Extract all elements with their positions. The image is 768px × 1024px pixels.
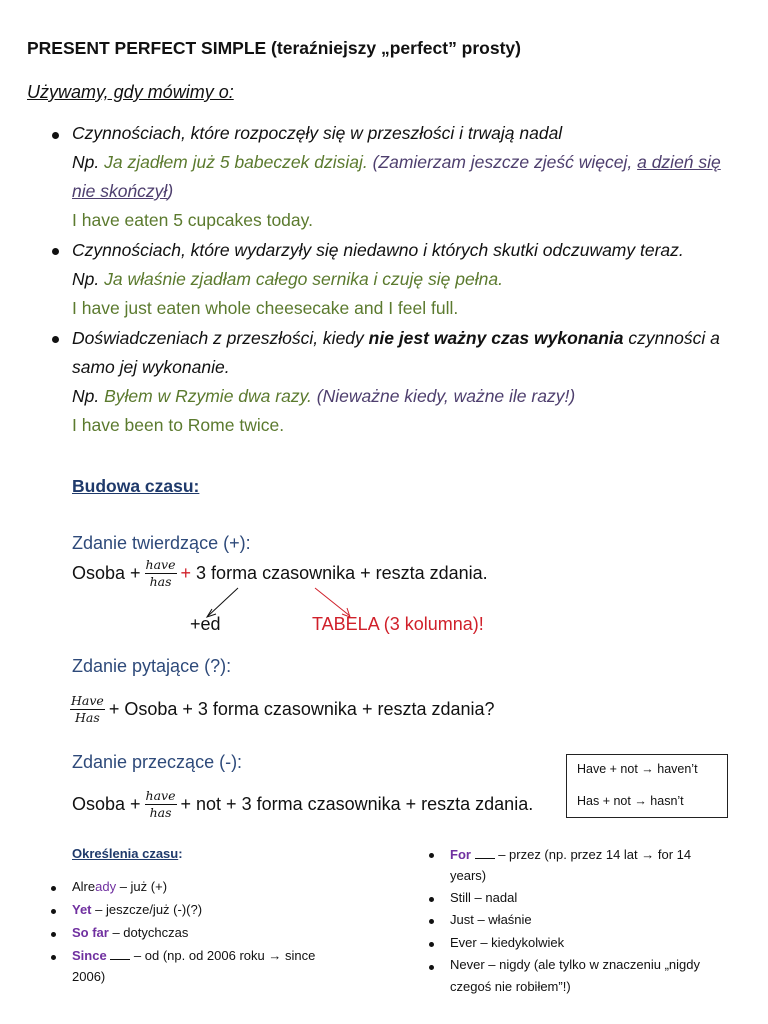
contraction-have: Have + not → haven’t — [577, 762, 698, 776]
fraction-numerator: have — [145, 788, 176, 803]
arrow-to-table — [315, 588, 350, 616]
np-label: Np. — [72, 386, 100, 406]
red-plus: + — [180, 562, 192, 583]
expr-yet — [72, 902, 202, 917]
use-2-example — [72, 269, 503, 290]
bullet — [429, 853, 434, 858]
arrow-to-ed — [208, 588, 238, 616]
fraction-denominator: has — [149, 804, 172, 820]
fraction-numerator: have — [145, 557, 176, 572]
desc-bold: nie jest ważny czas wykonania — [368, 328, 624, 348]
use-3-description — [72, 328, 720, 349]
expr-word: ady — [95, 879, 117, 894]
bullet — [52, 132, 59, 139]
bullet — [429, 919, 434, 924]
bullet — [51, 932, 56, 937]
intro-heading: Używamy, gdy mówimy o: — [27, 82, 234, 102]
heading-text: Określenia czasu — [72, 846, 179, 861]
np-label: Np. — [72, 152, 100, 172]
negative-formula — [72, 789, 533, 820]
have-has-fraction — [70, 694, 105, 725]
blank-line — [110, 947, 130, 960]
use-3-example-english: I have been to Rome twice. — [72, 415, 285, 435]
use-2-example-english: I have just eaten whole cheesecake and I feel full. — [72, 298, 459, 318]
example-comment: (Zamierzam jeszcze zjeść więcej, — [372, 152, 633, 172]
contraction-box — [566, 754, 728, 818]
blank-line — [475, 846, 495, 859]
expr-meaning: – od (np. od 2006 roku → since — [130, 948, 316, 963]
expr-since-cont: 2006) — [72, 969, 106, 984]
fraction-denominator: has — [149, 573, 172, 589]
question-formula — [70, 694, 495, 725]
expr-meaning: – przez (np. przez 14 lat → for 14 — [494, 847, 692, 862]
example-comment: (Nieważne kiedy, ważne ile razy!) — [316, 386, 576, 406]
expr-meaning: – jeszcze/już (-)(?) — [91, 902, 203, 917]
bullet — [429, 897, 434, 902]
desc-part: Doświadczeniach z przeszłości, kiedy — [72, 328, 364, 348]
contraction-has: Has + not → hasn’t — [577, 794, 684, 808]
expr-already — [72, 879, 167, 894]
use-1-example — [72, 152, 721, 173]
expr-still: Still – nadal — [450, 890, 518, 905]
fraction-denominator: Has — [75, 709, 100, 725]
bullet — [429, 965, 434, 970]
affirmative-formula — [72, 558, 488, 589]
table-note: TABELA (3 kolumna)! — [312, 614, 484, 634]
formula-subject: Osoba + — [72, 562, 141, 583]
expr-word: So far — [72, 925, 109, 940]
example-polish: Ja zjadłem już 5 babeczek dzisiaj. — [104, 152, 368, 172]
expr-meaning: – dotychczas — [108, 925, 189, 940]
expr-never: Never – nigdy (ale tylko w znaczeniu „nigdy — [450, 957, 701, 972]
ed-note: +ed — [190, 614, 221, 634]
have-has-fraction — [145, 558, 177, 589]
fraction-numerator: Have — [71, 693, 104, 708]
bullet — [51, 955, 56, 960]
use-1-example-english: I have eaten 5 cupcakes today. — [72, 210, 313, 230]
expr-ever: Ever – kiedykolwiek — [450, 935, 565, 950]
expr-word-prefix: Alre — [72, 879, 96, 894]
expr-word: Since — [72, 948, 107, 963]
bullet — [51, 909, 56, 914]
structure-heading: Budowa czasu: — [72, 476, 200, 496]
expr-for — [450, 846, 691, 862]
expr-word: Yet — [72, 902, 92, 917]
use-1-example-cont — [72, 181, 173, 202]
bullet — [52, 248, 59, 255]
bullet — [429, 942, 434, 947]
example-comment-underlined-cont: nie skończył — [72, 181, 168, 201]
expr-meaning: – już (+) — [116, 879, 168, 894]
formula-rest: 3 forma czasownika + reszta zdania. — [196, 562, 488, 583]
np-label: Np. — [72, 269, 100, 289]
expr-word: For — [450, 847, 471, 862]
formula-subject: Osoba + — [72, 793, 141, 814]
bullet — [51, 886, 56, 891]
example-polish: Byłem w Rzymie dwa razy. — [104, 386, 312, 406]
expr-so-far — [72, 925, 188, 940]
expr-for-cont: years) — [450, 868, 487, 883]
have-has-fraction — [145, 789, 177, 820]
bullet — [52, 336, 59, 343]
example-polish: Ja właśnie zjadłam całego sernika i czuję się pełna. — [104, 269, 503, 289]
use-2-description: Czynnościach, które wydarzyły się niedawno i których skutki odczuwamy teraz. — [72, 240, 684, 260]
expr-since — [72, 947, 315, 963]
use-1-description: Czynnościach, które rozpoczęły się w przeszłości i trwają nadal — [72, 123, 563, 143]
expr-never-cont: czegoś nie robiłem”!) — [450, 979, 571, 994]
formula-rest: + not + 3 forma czasownika + reszta zdania. — [180, 793, 534, 814]
use-3-description-cont: samo jej wykonanie. — [72, 357, 230, 377]
time-expressions-heading — [72, 846, 183, 861]
affirmative-label: Zdanie twierdzące (+): — [72, 533, 251, 553]
page-title: PRESENT PERFECT SIMPLE (teraźniejszy „perfect” prosty) — [27, 38, 521, 58]
example-comment-close: ) — [167, 181, 174, 201]
use-3-example — [72, 386, 575, 407]
expr-just: Just – właśnie — [450, 912, 532, 927]
desc-part: czynności a — [628, 328, 720, 348]
example-comment-underlined: a dzień się — [637, 152, 721, 172]
formula-rest: + Osoba + 3 forma czasownika + reszta zdania? — [108, 698, 495, 719]
question-label: Zdanie pytające (?): — [72, 656, 232, 676]
heading-colon: : — [178, 846, 183, 861]
negative-label: Zdanie przeczące (-): — [72, 752, 243, 772]
